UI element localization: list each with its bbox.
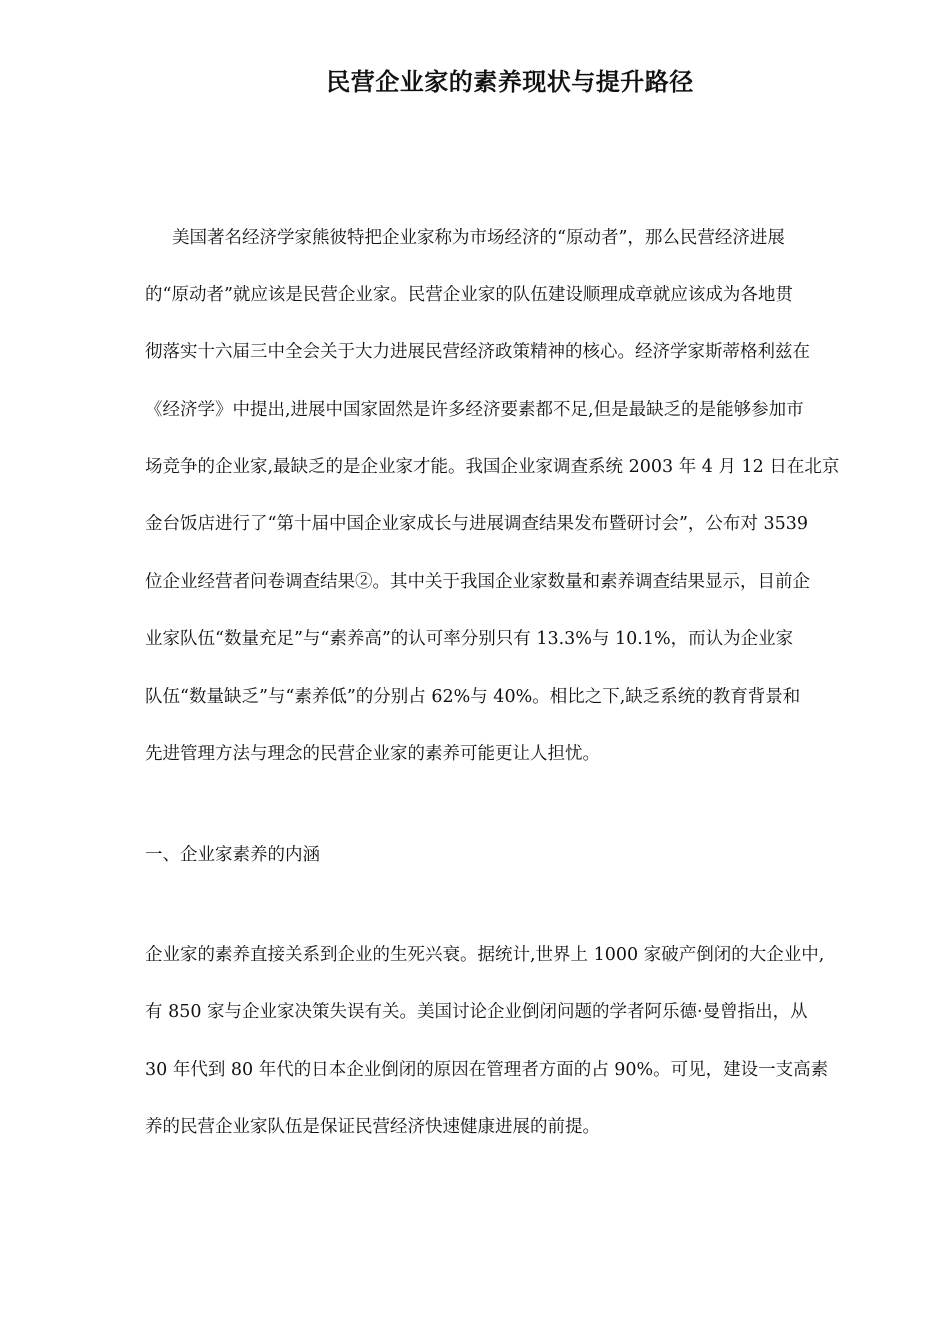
intro-line: 的“原动者”就应该是民营企业家。民营企业家的队伍建设顺理成章就应该成为各地贯 [145, 285, 793, 305]
section-line: 养的民营企业家队伍是保证民营经济快速健康进展的前提。 [145, 1117, 600, 1137]
section-heading: 一、企业家素养的内涵 [145, 845, 320, 865]
section-line: 30 年代到 80 年代的日本企业倒闭的原因在管理者方面的占 90%。可见，建设一支高素 [145, 1060, 829, 1080]
section-line: 有 850 家与企业家决策失误有关。美国讨论企业倒闭问题的学者阿乐德·曼曾指出，从 [145, 1002, 808, 1022]
intro-line: 场竞争的企业家,最缺乏的是企业家才能。我国企业家调查系统 2003 年 4 月 12 日在北京 [145, 457, 840, 477]
intro-line: 业家队伍“数量充足”与“素养高”的认可率分别只有 13.3%与 10.1%，而认为企业家 [145, 629, 794, 649]
intro-line: 彻落实十六届三中全会关于大力进展民营经济政策精神的核心。经济学家斯蒂格利兹在 [145, 342, 810, 362]
intro-line: 位企业经营者问卷调查结果②。其中关于我国企业家数量和素养调查结果显示，目前企 [145, 572, 810, 592]
intro-line: 《经济学》中提出,进展中国家固然是许多经济要素都不足,但是最缺乏的是能够参加市 [145, 400, 804, 420]
intro-line: 队伍“数量缺乏”与“素养低”的分别占 62%与 40%。相比之下,缺乏系统的教育背景和 [145, 687, 801, 707]
intro-line: 金台饭店进行了“第十届中国企业家成长与进展调查结果发布暨研讨会”，公布对 3539 [145, 514, 808, 534]
intro-line: 美国著名经济学家熊彼特把企业家称为市场经济的“原动者”，那么民营经济进展 [172, 228, 785, 248]
section-line: 企业家的素养直接关系到企业的生死兴衰。据统计,世界上 1000 家破产倒闭的大企业中, [145, 945, 825, 965]
document-title: 民营企业家的素养现状与提升路径 [326, 68, 694, 96]
intro-line: 先进管理方法与理念的民营企业家的素养可能更让人担忧。 [145, 744, 600, 764]
